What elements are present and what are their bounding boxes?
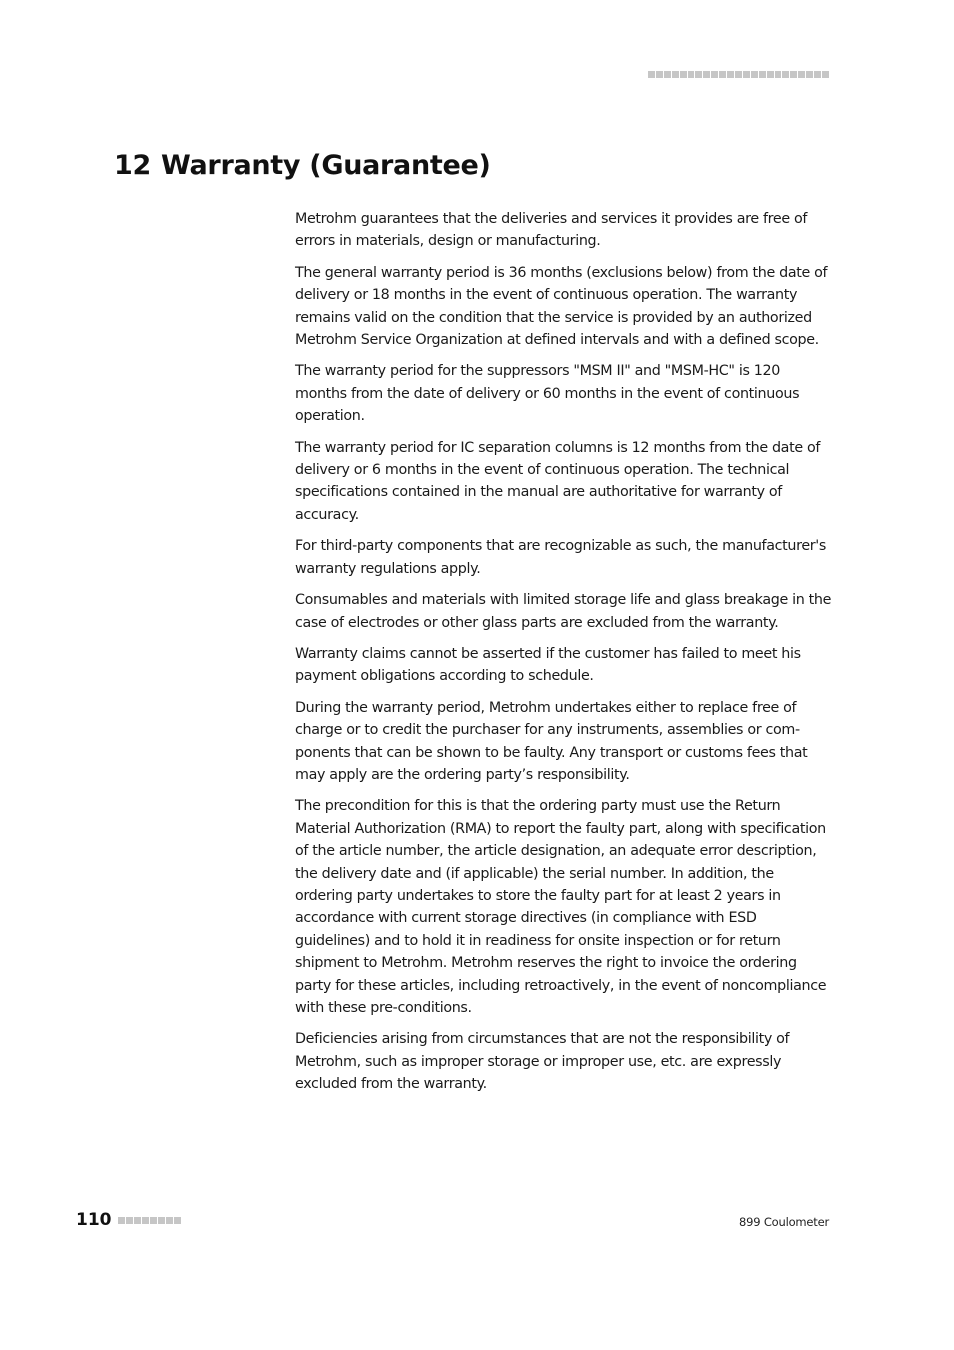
paragraph: Consumables and materials with limited storage life and glass breakage in the case of electrodes or other glass parts are excluded from the warranty. — [295, 592, 832, 631]
paragraph: The warranty period for the suppressors "MSM II" and "MSM-HC" is 120 months from the date of delivery or 60 months in the event of continuous operation. — [295, 363, 800, 425]
footer-page-area — [76, 1210, 181, 1230]
paragraph: The general warranty period is 36 months (exclusions below) from the date of delivery or 18 months in the event of continuous operation. The warranty remains valid on the condition that the service is provided by an authorized Metrohm Service Organization at defined intervals and with a defined scope. — [295, 264, 828, 349]
chapter-title-text: Warranty (Guarantee) — [160, 150, 491, 181]
chapter-number: 12 — [114, 150, 151, 181]
warranty-body — [295, 208, 832, 1105]
paragraph: The warranty period for IC separation columns is 12 months from the date of delivery or 6 months in the event of continuous operation. The technical specifications contained in the manual are authoritative for warranty of accuracy. — [295, 439, 821, 523]
chapter-heading — [114, 150, 491, 181]
paragraph: Metrohm guarantees that the deliveries and services it provides are free of errors in materials, design or manufacturing. — [295, 211, 808, 250]
paragraph: During the warranty period, Metrohm undertakes either to replace free of charge or to credit the purchaser for any instruments, assemblies or components that can be shown to be faulty. Any transport or customs fees that may apply are the ordering party’s responsibility. — [295, 699, 808, 783]
paragraph: Deficiencies arising from circumstances that are not the responsibility of Metrohm, such as improper storage or improper use, etc. are expressly excluded from the warranty. — [295, 1031, 790, 1093]
page-number: 110 — [76, 1210, 112, 1230]
paragraph: For third-party components that are recognizable as such, the manufacturer's warranty regulations apply. — [295, 538, 826, 577]
header-decorative-marks — [648, 71, 829, 78]
footer-product-name: 899 Coulometer — [739, 1215, 829, 1229]
paragraph: Warranty claims cannot be asserted if the customer has failed to meet his payment obligations according to schedule. — [295, 645, 801, 685]
paragraph: The precondition for this is that the ordering party must use the Return Material Authorization (RMA) to report the faulty part, along with specification of the article number, the article designation, an adequate error description, the delivery date and (if applicable) the serial number. In addition, the ordering party undertakes to store the faulty part for at least 2 years in accordance with current storage directives (in compliance with ESD guidelines) and to hold it in readiness for onsite inspection or for return shipment to Metrohm. Metrohm reserves the right to invoice the ordering party for these articles, including retroactively, in the event of noncompliance with these pre-conditions. — [295, 798, 827, 1016]
footer-decorative-marks — [118, 1217, 181, 1224]
